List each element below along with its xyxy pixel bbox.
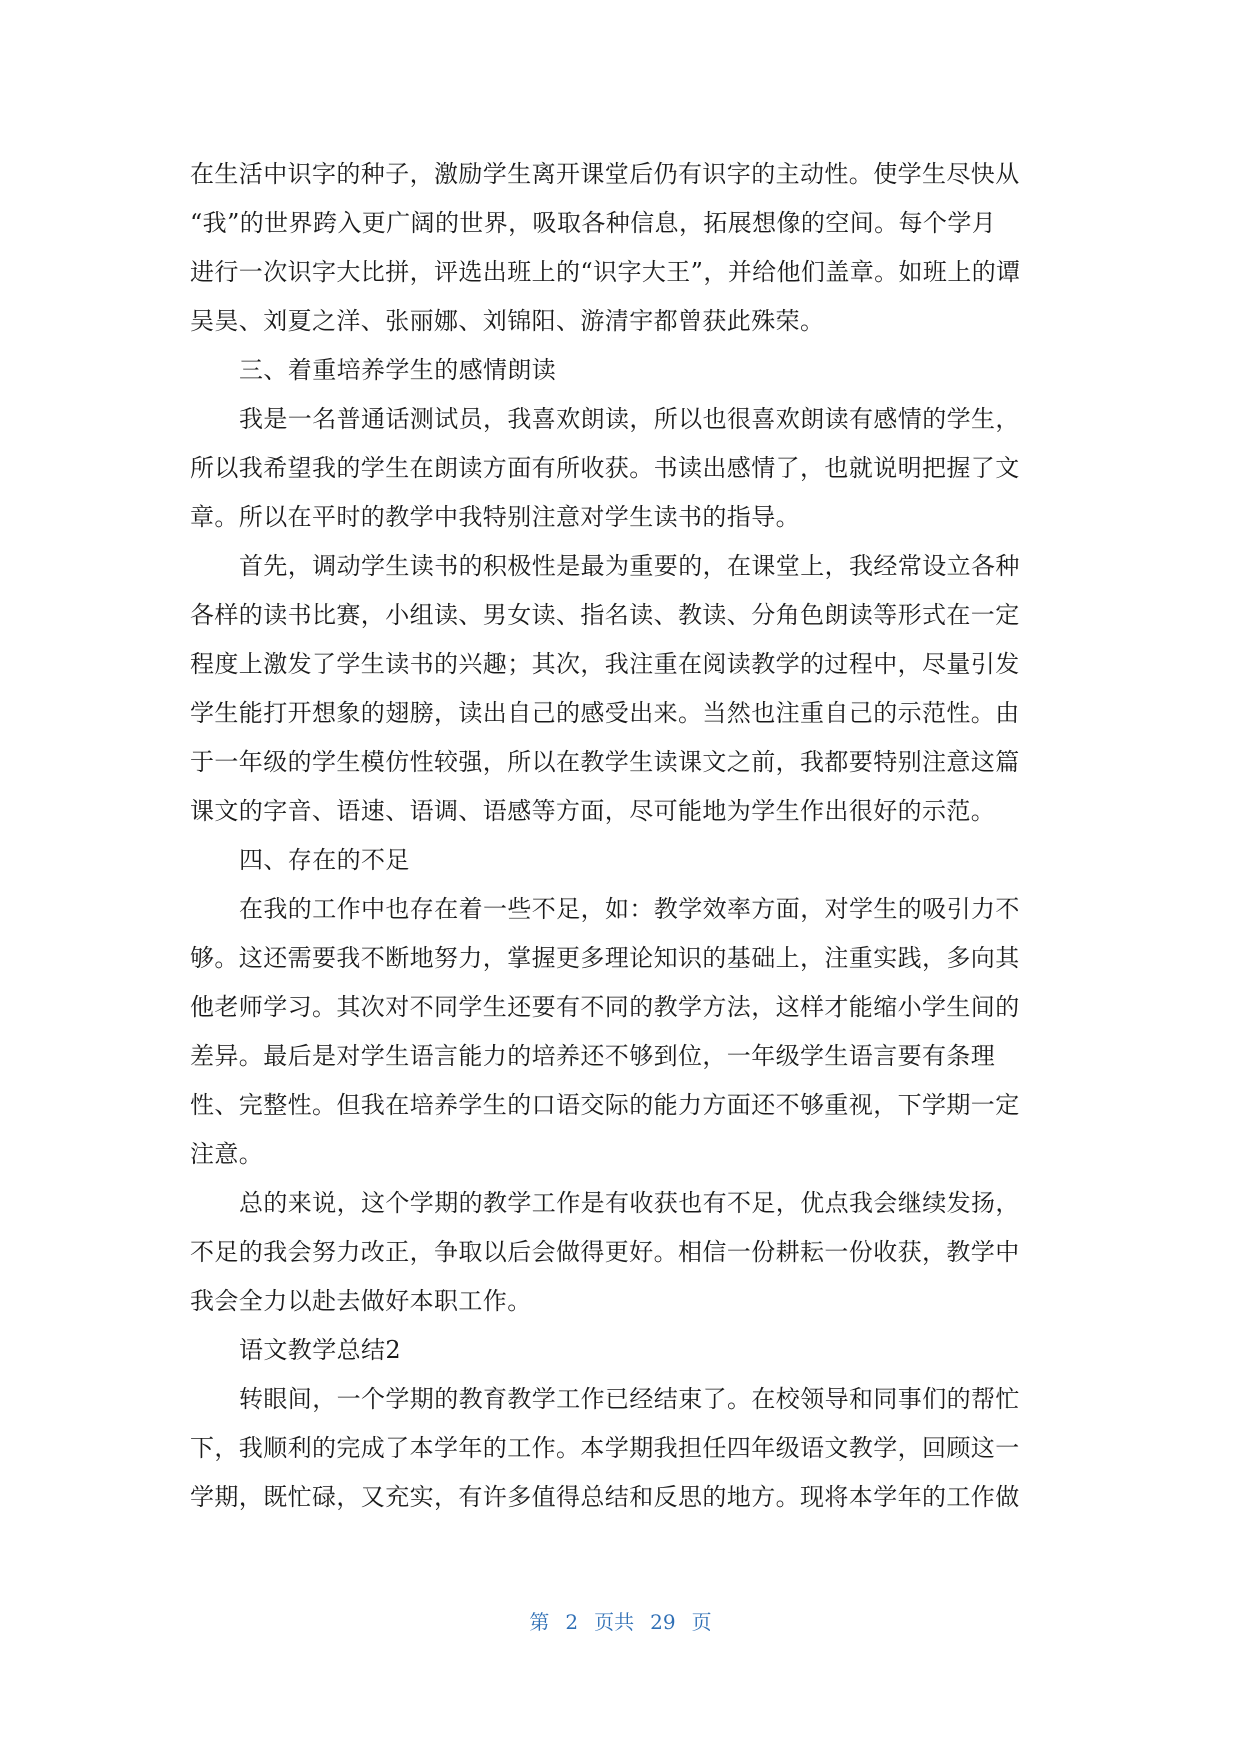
page-footer — [0, 1606, 1241, 1635]
text-line: 所以我希望我的学生在朗读方面有所收获。书读出感情了，也就说明把握了文 — [190, 454, 1020, 482]
current-page-number: 2 — [565, 1610, 579, 1634]
text-line: 各样的读书比赛，小组读、男女读、指名读、教读、分角色朗读等形式在一定 — [190, 601, 1020, 629]
text-line: 差异。最后是对学生语言能力的培养还不够到位，一年级学生语言要有条理 — [190, 1042, 996, 1070]
document-body — [190, 150, 1060, 1522]
text-line: 下，我顺利的完成了本学年的工作。本学期我担任四年级语文教学，回顾这一 — [190, 1434, 1020, 1462]
text-line: 性、完整性。但我在培养学生的口语交际的能力方面还不够重视，下学期一定 — [190, 1091, 1020, 1119]
text-line: 于一年级的学生模仿性较强，所以在教学生读课文之前，我都要特别注意这篇 — [190, 748, 1020, 776]
text-line: 我会全力以赴去做好本职工作。 — [190, 1287, 532, 1315]
text-line: 学生能打开想象的翅膀，读出自己的感受出来。当然也注重自己的示范性。由 — [190, 699, 1020, 727]
text-line: 注意。 — [190, 1140, 264, 1168]
text-line: 我是一名普通话测试员，我喜欢朗读，所以也很喜欢朗读有感情的学生， — [239, 405, 1020, 433]
text-line: 在生活中识字的种子，激励学生离开课堂后仍有识字的主动性。使学生尽快从 — [190, 160, 1020, 188]
text-line: 学期，既忙碌，又充实，有许多值得总结和反思的地方。现将本学年的工作做 — [190, 1483, 1020, 1511]
page-label-prefix: 第 — [529, 1610, 550, 1634]
text-line: 吴昊、刘夏之洋、张丽娜、刘锦阳、游清宇都曾获此殊荣。 — [190, 307, 825, 335]
text-line: 章。所以在平时的教学中我特别注意对学生读书的指导。 — [190, 503, 800, 531]
text-line: 程度上激发了学生读书的兴趣；其次，我注重在阅读教学的过程中，尽量引发 — [190, 650, 1020, 678]
page-label-middle: 页共 — [594, 1610, 635, 1634]
section-heading: 语文教学总结2 — [239, 1336, 402, 1364]
text-line: 进行一次识字大比拼，评选出班上的“识字大王”，并给他们盖章。如班上的谭 — [190, 258, 1021, 286]
total-page-count: 29 — [650, 1610, 676, 1634]
text-line: 首先，调动学生读书的积极性是最为重要的，在课堂上，我经常设立各种 — [239, 552, 1020, 580]
section-heading: 三、着重培养学生的感情朗读 — [239, 356, 557, 384]
text-line: 转眼间，一个学期的教育教学工作已经结束了。在校领导和同事们的帮忙 — [239, 1385, 1020, 1413]
text-line: 总的来说，这个学期的教学工作是有收获也有不足，优点我会继续发扬， — [239, 1189, 1020, 1217]
text-line: “我”的世界跨入更广阔的世界，吸取各种信息，拓展想像的空间。每个学月 — [190, 209, 997, 237]
page-label-suffix: 页 — [691, 1610, 712, 1634]
text-line: 不足的我会努力改正，争取以后会做得更好。相信一份耕耘一份收获，教学中 — [190, 1238, 1020, 1266]
text-line: 够。这还需要我不断地努力，掌握更多理论知识的基础上，注重实践，多向其 — [190, 944, 1020, 972]
text-line: 在我的工作中也存在着一些不足，如：教学效率方面，对学生的吸引力不 — [239, 895, 1020, 923]
text-line: 他老师学习。其次对不同学生还要有不同的教学方法，这样才能缩小学生间的 — [190, 993, 1020, 1021]
text-line: 课文的字音、语速、语调、语感等方面，尽可能地为学生作出很好的示范。 — [190, 797, 996, 825]
section-heading: 四、存在的不足 — [239, 846, 410, 874]
